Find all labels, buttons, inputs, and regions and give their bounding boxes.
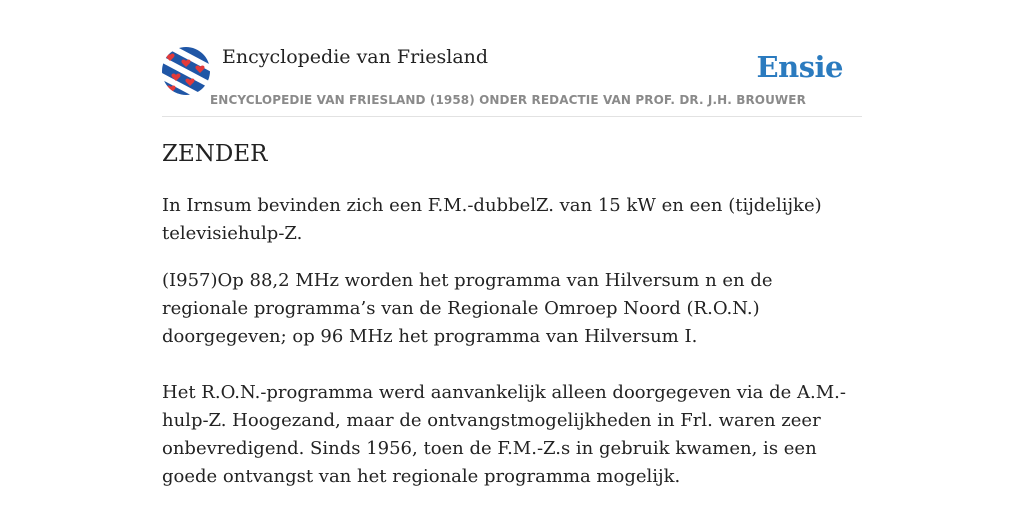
site-header [162,0,862,117]
entry-paragraph-1: In Irnsum bevinden zich een F.M.-dubbelZ. van 15 kW en een (tijdelijke) televisiehulp-Z. [162,195,822,244]
ensie-brand-logo[interactable]: Ensie [756,50,843,84]
site-title[interactable]: Encyclopedie van Friesland [222,46,489,68]
frisian-flag-icon[interactable] [162,47,210,95]
entry-paragraph-3: Het R.O.N.-programma werd aanvankelijk alleen doorgegeven via de A.M.-hulp-Z. Hoogezand, maar de ontvangstmogelijkheden in Frl. waren zeer onbevredigend. Sinds 1956, toen de F.M.-Z.s in gebruik kwamen, is een goede ontvangst van het regionale programma mogelijk. [162,382,846,487]
page [162,0,862,487]
encyclopedia-subtitle: ENCYCLOPEDIE VAN FRIESLAND (1958) ONDER REDACTIE VAN PROF. DR. J.H. BROUWER [210,93,806,107]
entry-paragraph-2: (I957)Op 88,2 MHz worden het programma van Hilversum n en de regionale programma’s van de Regionale Omroep Noord (R.O.N.) doorgegeven; op 96 MHz het programma van Hilversum I. [162,270,773,347]
entry-title: ZENDER [162,141,268,167]
